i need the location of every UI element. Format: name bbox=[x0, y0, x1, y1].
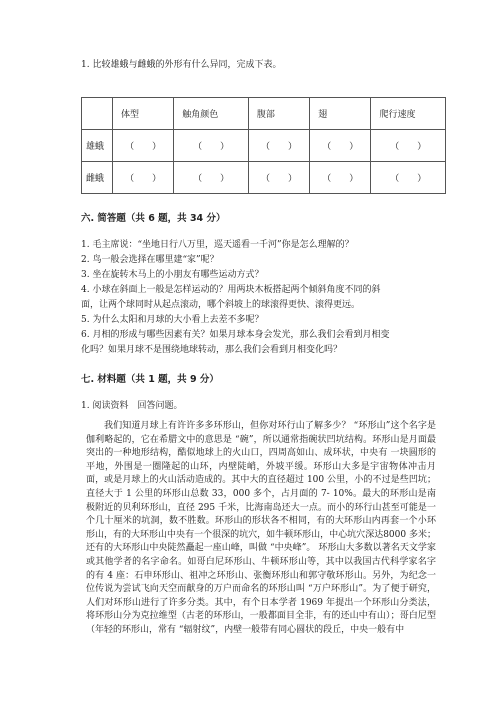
section-six-title: 六. 简答题（共 6 题，共 34 分） bbox=[81, 213, 226, 224]
table-row bbox=[82, 130, 446, 162]
answer-blank[interactable]: （ ） bbox=[113, 162, 174, 194]
answer-blank[interactable]: （ ） bbox=[310, 162, 371, 194]
short-answer-question-cont: 面，让两个球同时从起点滚动，哪个斜坡上的球滚得更快、滚得更远。 bbox=[81, 300, 361, 310]
answer-blank[interactable]: （ ） bbox=[310, 130, 371, 162]
answer-blank[interactable]: （ ） bbox=[174, 162, 249, 194]
header-abdomen: 腹部 bbox=[248, 98, 309, 130]
reading-question: 1. 阅读资料 回答问题。 bbox=[81, 401, 183, 411]
moth-comparison-table bbox=[81, 97, 446, 194]
reading-passage: 我们知道月球上有许许多多环形山，但你对环行山了解多少？ “环形山”这个名字是伽利略起的，它在希腊文中的意思是 “碗”，所以通常指碗状凹坑结构。环形山是月面最突出的一种地形结构，酷似地球上的火山口，四周高如山、成环状，中央有 一块圆形的平地，外围是一圈隆起的山环，内壁陡峭，外坡平缓。环形山大多是宇宙物体冲击月面，或是月球上的火山活动造成的。其中大的直径超过 100 公里，小的不过是些凹坑；直径大于 1 公里的环形山总数 33，000 多个，占月面的 7- 10%。最大的环形山是南极附近的贝利环形山，直径 295 千米，比海南岛还大一点。而小的环行山甚至可能是一个几十厘米的坑洞，数不胜数。环形山的形状各不相同，有的大环形山内再套一个小环形山，有的大环形山中央有一个很深的坑穴，如牛顿环形山，中心坑穴深达8000 多米；还有的大环形山中央陡然矗起一座山峰，叫做 “中央峰”。 环形山大多数以著名天文学家或其他学者的名字命名。如哥白尼环形山、牛顿环形山等，其中以我国古代科学家名字的有 4 座：石申环形山、祖冲之环形山、张衡环形山和郭守敬环形山。另外，为纪念一位传说为尝试飞向天空而献身的万户而命名的环形山叫 “万户环形山”。为了便于研究，人们对环形山进行了许多分类。其中，有个日本学者 1969 年提出一个环形山分类法，将环形山分为克拉维型（古老的环形山，一般都面目全非，有的还山中有山）；哥白尼型（年轻的环形山，常有 “辐射纹”，内壁一般带有同心圆状的段丘，中央一般有中 bbox=[86, 421, 436, 635]
short-answer-question-cont: 化吗？如果月球不是围绕地球转动，那么我们会看到月相变化吗？ bbox=[81, 345, 343, 355]
short-answer-question: 2. 鸟一般会选择在哪里建“家”呢？ bbox=[81, 255, 219, 265]
section-seven-title: 七. 材料题（共 1 题，共 9 分） bbox=[81, 374, 219, 385]
short-answer-question: 6. 月相的形成与哪些因素有关？如果月球本身会发光，那么我们会看到月相变 bbox=[81, 330, 390, 340]
short-answer-question: 1. 毛主席说：“坐地日行八万里，巡天遥看一千河”你是怎么理解的？ bbox=[81, 240, 354, 250]
table-row bbox=[82, 162, 446, 194]
answer-blank[interactable]: （ ） bbox=[248, 162, 309, 194]
short-answer-question: 4. 小球在斜面上一般是怎样运动的？用两块木板搭起两个倾斜角度不同的斜 bbox=[81, 285, 381, 295]
short-answer-question: 5. 为什么太阳和月球的大小看上去差不多呢？ bbox=[81, 315, 264, 325]
question-compare-moths: 1. 比较雄蛾与雌蛾的外形有什么异同，完成下表。 bbox=[81, 60, 282, 70]
table-header-row bbox=[82, 98, 446, 130]
table-corner-cell bbox=[82, 98, 113, 130]
answer-blank[interactable]: （ ） bbox=[371, 130, 446, 162]
header-wings: 翅 bbox=[310, 98, 371, 130]
answer-blank[interactable]: （ ） bbox=[371, 162, 446, 194]
answer-blank[interactable]: （ ） bbox=[174, 130, 249, 162]
answer-blank[interactable]: （ ） bbox=[113, 130, 174, 162]
answer-blank[interactable]: （ ） bbox=[248, 130, 309, 162]
row-label-male: 雄蛾 bbox=[82, 130, 113, 162]
header-body-shape: 体型 bbox=[113, 98, 174, 130]
row-label-female: 雌蛾 bbox=[82, 162, 113, 194]
header-antenna-color: 触角颜色 bbox=[174, 98, 249, 130]
short-answer-question: 3. 坐在旋转木马上的小朋友有哪些运动方式？ bbox=[81, 270, 264, 280]
header-crawl-speed: 爬行速度 bbox=[371, 98, 446, 130]
